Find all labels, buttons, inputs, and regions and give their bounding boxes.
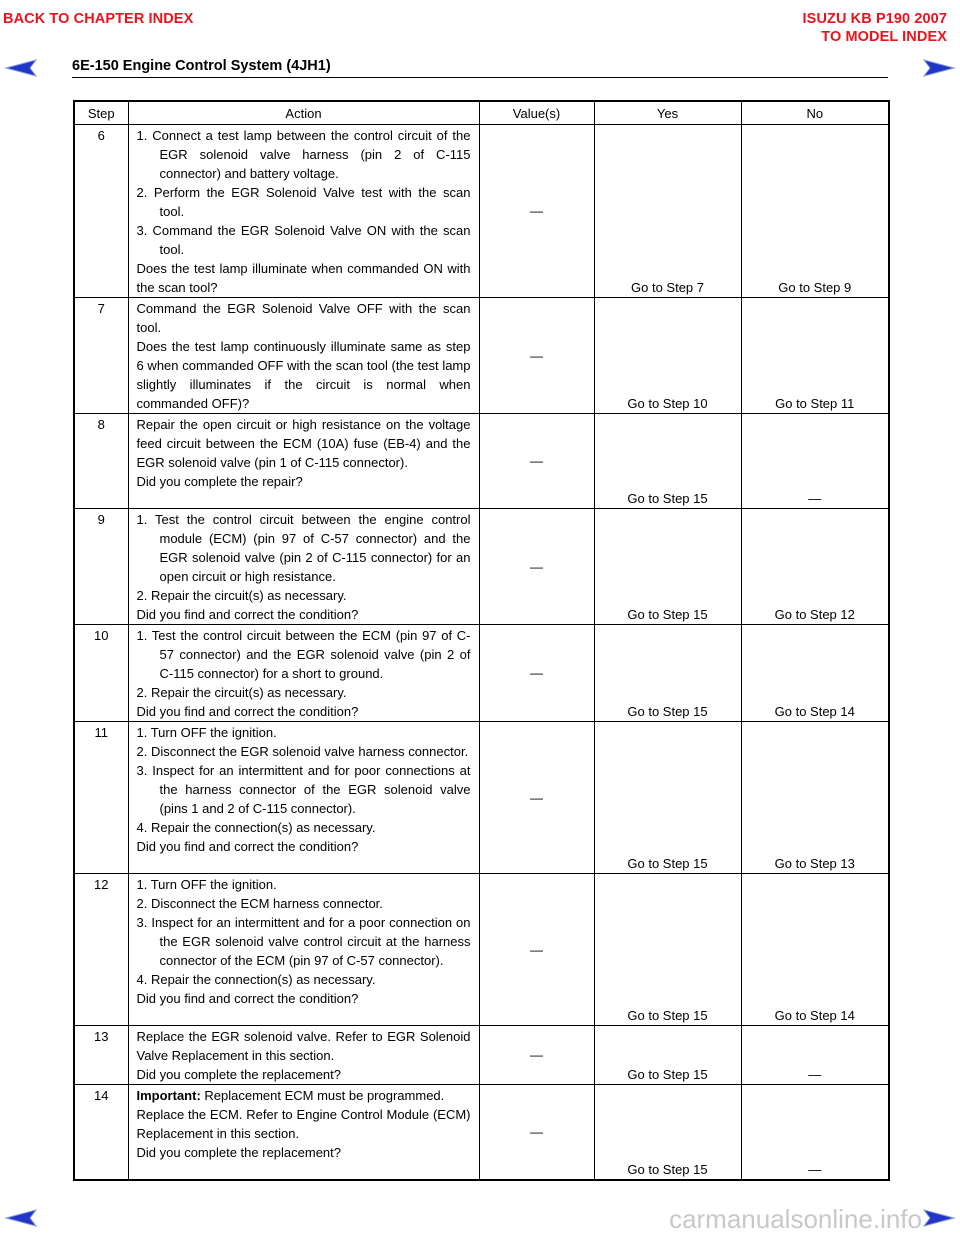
action-item: 2. Repair the circuit(s) as necessary. (136, 685, 347, 700)
no-result: Go to Step 9 (741, 125, 889, 298)
next-page-arrow-icon[interactable] (922, 58, 956, 78)
table-row (74, 722, 889, 874)
header-values: Value(s) (479, 101, 594, 125)
no-result: — (741, 1085, 889, 1180)
action-question: Does the test lamp continuously illuminate same as step 6 when commanded OFF with the scan tool (the test lamp slightly illuminates if the circuit is normal when commanded OFF)? (136, 339, 471, 411)
yes-result: Go to Step 15 (594, 874, 741, 1026)
value-cell (479, 509, 594, 625)
header-no: No (741, 101, 889, 125)
action-text: Command the EGR Solenoid Valve OFF with the scan tool. (136, 301, 471, 335)
header-yes: Yes (594, 101, 741, 125)
action-question: Did you complete the replacement? (136, 1067, 342, 1082)
value-cell (479, 625, 594, 722)
table-row (74, 1026, 889, 1085)
watermark: carmanualsonline.info (669, 1204, 922, 1234)
table-row (74, 298, 889, 414)
important-label: Important: (136, 1088, 201, 1103)
diagnostic-table (73, 100, 890, 1181)
value-dash: — (530, 1124, 543, 1140)
action-text: Replace the EGR solenoid valve. Refer to EGR Solenoid Valve Replacement in this section. (136, 1029, 471, 1063)
value-cell (479, 722, 594, 874)
no-result: — (741, 1026, 889, 1085)
action-item: 4. Repair the connection(s) as necessary. (136, 820, 376, 835)
action-cell (128, 1085, 479, 1180)
action-cell (128, 1026, 479, 1085)
action-item: 1. Turn OFF the ignition. (136, 877, 277, 892)
value-dash: — (530, 559, 543, 574)
previous-page-arrow-bottom-icon[interactable] (4, 1208, 38, 1228)
value-cell (479, 874, 594, 1026)
value-dash: — (530, 1047, 543, 1063)
heading-divider (72, 77, 888, 78)
next-page-arrow-bottom-icon[interactable] (922, 1208, 956, 1228)
step-number: 7 (74, 298, 128, 414)
action-question: Did you find and correct the condition? (136, 704, 359, 719)
step-number: 9 (74, 509, 128, 625)
value-dash: — (530, 453, 543, 469)
table-row (74, 1085, 889, 1180)
table-row (74, 509, 889, 625)
yes-result: Go to Step 15 (594, 1026, 741, 1085)
step-number: 12 (74, 874, 128, 1026)
action-item: 2. Perform the EGR Solenoid Valve test with the scan tool. (136, 185, 471, 219)
table-row (74, 874, 889, 1026)
previous-page-arrow-icon[interactable] (4, 58, 38, 78)
value-dash: — (530, 665, 543, 681)
yes-result: Go to Step 15 (594, 1085, 741, 1180)
value-cell (479, 414, 594, 509)
yes-result: Go to Step 15 (594, 625, 741, 722)
action-question: Does the test lamp illuminate when commanded ON with the scan tool? (136, 261, 471, 295)
action-cell (128, 874, 479, 1026)
value-cell (479, 298, 594, 414)
table-header-row (74, 101, 889, 125)
action-item: 2. Repair the circuit(s) as necessary. (136, 588, 347, 603)
value-dash: — (530, 203, 543, 219)
yes-result: Go to Step 10 (594, 298, 741, 414)
action-cell (128, 625, 479, 722)
no-result: Go to Step 13 (741, 722, 889, 874)
step-number: 14 (74, 1085, 128, 1180)
model-title-link[interactable]: ISUZU KB P190 2007 (802, 11, 947, 27)
action-item: 1. Turn OFF the ignition. (136, 725, 277, 740)
action-text: Repair the open circuit or high resistance on the voltage feed circuit between the ECM (10A) fuse (EB-4) and the EGR solenoid valve (pin 1 of C-115 connector). (136, 417, 471, 470)
step-number: 8 (74, 414, 128, 509)
action-cell (128, 509, 479, 625)
action-item: 3. Command the EGR Solenoid Valve ON with the scan tool. (136, 223, 471, 257)
action-item: 4. Repair the connection(s) as necessary. (136, 972, 376, 987)
header-step: Step (74, 101, 128, 125)
action-cell (128, 298, 479, 414)
action-question: Did you complete the replacement? (136, 1145, 342, 1160)
yes-result: Go to Step 15 (594, 722, 741, 874)
action-item: 2. Disconnect the EGR solenoid valve harness connector. (136, 744, 469, 759)
to-model-index-link[interactable]: TO MODEL INDEX (821, 29, 947, 45)
value-cell (479, 125, 594, 298)
action-question: Did you find and correct the condition? (136, 991, 359, 1006)
table-row (74, 625, 889, 722)
action-cell (128, 722, 479, 874)
table-row (74, 125, 889, 298)
step-number: 10 (74, 625, 128, 722)
step-number: 13 (74, 1026, 128, 1085)
step-number: 6 (74, 125, 128, 298)
value-cell (479, 1085, 594, 1180)
action-item: 1. Test the control circuit between the ECM (pin 97 of C-57 connector) and the EGR solenoid valve (pin 2 of C-115 connector) for a short to ground. (136, 628, 471, 681)
page-heading: 6E-150 Engine Control System (4JH1) (72, 58, 331, 74)
action-item: 3. Inspect for an intermittent and for a poor connection on the EGR solenoid valve control circuit at the harness connector of the ECM (pin 97 of C-57 connector). (136, 915, 471, 968)
no-result: — (741, 414, 889, 509)
action-question: Did you find and correct the condition? (136, 839, 359, 854)
important-text: Replacement ECM must be programmed. (200, 1088, 445, 1103)
value-dash: — (530, 942, 543, 957)
action-item: 1. Connect a test lamp between the control circuit of the EGR solenoid valve harness (pin 2 of C-115 connector) and battery voltage. (136, 128, 471, 181)
value-dash: — (530, 348, 543, 363)
action-item: 1. Test the control circuit between the engine control module (ECM) (pin 97 of C-57 connector) and the EGR solenoid valve (pin 2 of C-115 connector) for an open circuit or high resistance. (136, 512, 471, 584)
action-item: 3. Inspect for an intermittent and for poor connections at the harness connector of the EGR solenoid valve (pins 1 and 2 of C-115 connector). (136, 763, 471, 816)
no-result: Go to Step 11 (741, 298, 889, 414)
no-result: Go to Step 12 (741, 509, 889, 625)
yes-result: Go to Step 15 (594, 509, 741, 625)
yes-result: Go to Step 7 (594, 125, 741, 298)
step-number: 11 (74, 722, 128, 874)
no-result: Go to Step 14 (741, 874, 889, 1026)
yes-result: Go to Step 15 (594, 414, 741, 509)
important-note (137, 1086, 471, 1105)
action-cell (128, 125, 479, 298)
action-text: Replace the ECM. Refer to Engine Control Module (ECM) Replacement in this section. (136, 1107, 471, 1141)
value-dash: — (530, 790, 543, 805)
table-row (74, 414, 889, 509)
value-cell (479, 1026, 594, 1085)
back-to-chapter-index-link[interactable]: BACK TO CHAPTER INDEX (3, 11, 194, 27)
header-action: Action (128, 101, 479, 125)
action-item: 2. Disconnect the ECM harness connector. (136, 896, 383, 911)
action-cell (128, 414, 479, 509)
no-result: Go to Step 14 (741, 625, 889, 722)
action-question: Did you find and correct the condition? (136, 607, 359, 622)
action-question: Did you complete the repair? (136, 474, 303, 489)
